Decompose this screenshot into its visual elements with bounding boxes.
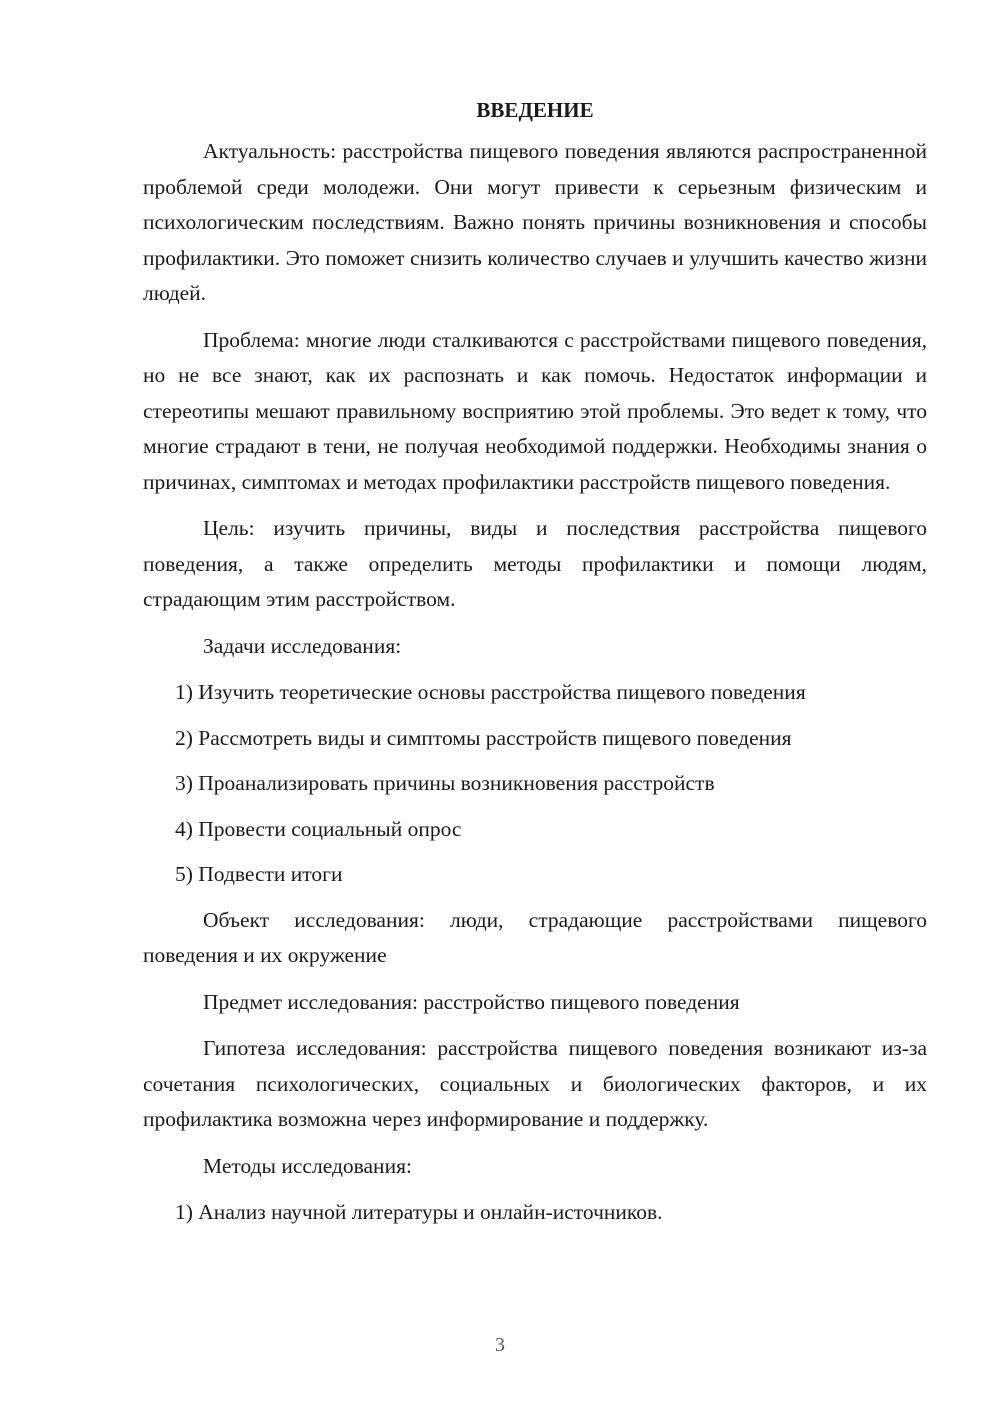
task-item: 5) Подвести итоги <box>175 862 343 886</box>
task-item: 1) Изучить теоретические основы расстройства пищевого поведения <box>175 680 806 704</box>
page-content <box>143 90 927 1241</box>
method-item: 1) Анализ научной литературы и онлайн-источников. <box>175 1200 663 1224</box>
problem-paragraph: Проблема: многие люди сталкиваются с расстройствами пищевого поведения, но не все знают, как их распознать и как помочь. Недостаток информации и стереотипы мешают правильному восприятию этой проблемы. Это ведет к тому, что многие страдают в тени, не получая необходимой поддержки. Необходимы знания о причинах, симптомах и методах профилактики расстройств пищевого поведения. <box>143 327 927 494</box>
relevance-paragraph: Актуальность: расстройства пищевого поведения являются распространенной проблемой среди молодежи. Они могут привести к серьезным физическим и психологическим последствиям. Важно понять причины возникновения и способы профилактики. Это поможет снизить количество случаев и улучшить качество жизни людей. <box>143 139 927 305</box>
object-paragraph: Объект исследования: люди, страдающие расстройствами пищевого поведения и их окружение <box>143 907 927 967</box>
goal-paragraph: Цель: изучить причины, виды и последствия расстройства пищевого поведения, а также определить методы профилактики и помощи людям, страдающим этим расстройством. <box>143 516 927 611</box>
task-item: 3) Проанализировать причины возникновения расстройств <box>175 771 715 795</box>
task-item: 4) Провести социальный опрос <box>175 816 462 841</box>
section-title: ВВЕДЕНИЕ <box>476 98 594 122</box>
methods-heading: Методы исследования: <box>203 1153 412 1178</box>
task-item: 2) Рассмотреть виды и симптомы расстройств пищевого поведения <box>175 725 792 750</box>
page-number: 3 <box>495 1334 505 1356</box>
tasks-heading: Задачи исследования: <box>203 633 402 658</box>
hypothesis-paragraph: Гипотеза исследования: расстройства пищевого поведения возникают из-за сочетания психологических, социальных и биологических факторов, и их профилактика возможна через информирование и поддержку. <box>143 1036 927 1131</box>
subject-paragraph: Предмет исследования: расстройство пищевого поведения <box>203 989 740 1014</box>
